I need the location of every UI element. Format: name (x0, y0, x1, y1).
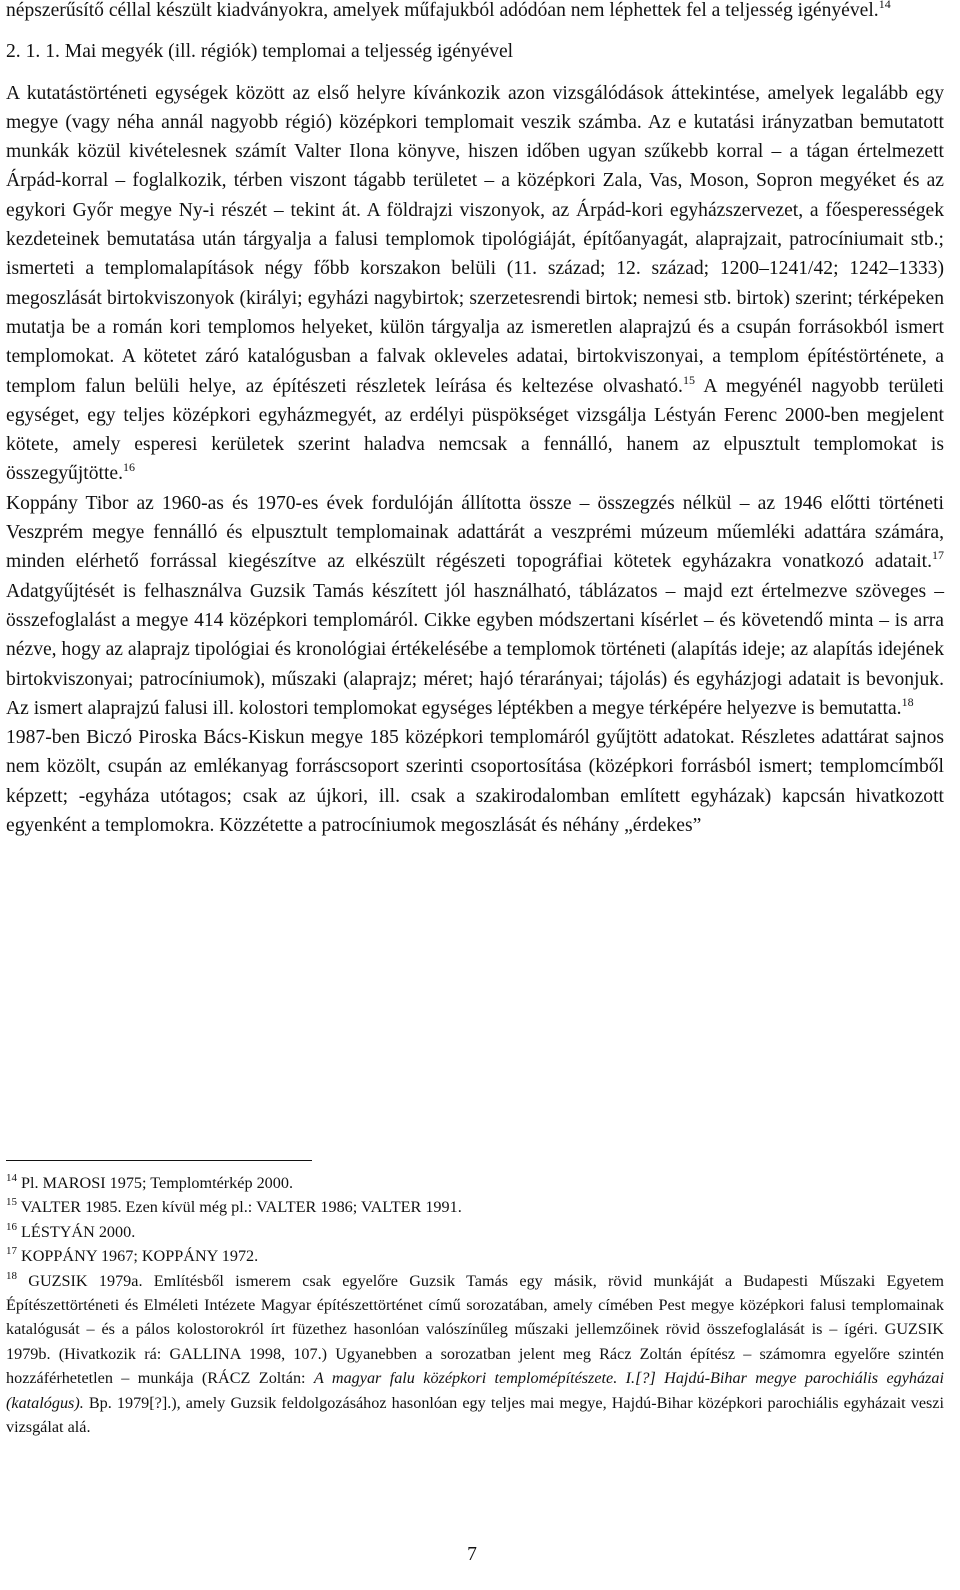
footnote-text: VALTER 1985. Ezen kívül még pl.: VALTER 1986; VALTER 1991. (17, 1198, 462, 1217)
footnote-number: 17 (6, 1245, 17, 1258)
paragraph-text: Adatgyűjtését is felhasználva Guzsik Tamás készített jól használható, táblázatos – majd ezt értelmezve szöveges – összefoglalást a megye 414 középkori templomáról. Cikke egyben módszertani kísérlet – és követendő minta – is arra nézve, hogy az alaprajz tipológiai és kronológiai értékelésébe a templomok történeti (alapítás ideje; az alapítás idejének birtokviszonyai; patrocíniumok), műszaki (alaprajz; méret; hajó térarányai; tájolás) és egyházjogi adatait is bevonjuk. Az ismert alaprajzú falusi ill. kolostori templomokat egységes léptékben a megye térképére helyezve is bemutatta. (6, 580, 944, 719)
paragraph-text: A kutatástörténeti egységek között az első helyre kívánkozik azon vizsgálódások áttekintése, amelyek legalább egy megye (vagy néha annál nagyobb régió) középkori templomait veszik számba. Az e kutatási irányzatban bemutatott munkák közül kivételesnek számít Valter Ilona könyve, hiszen időben ugyan szűkebb korral – a tágan értelmezett Árpád-korral – foglalkozik, térben viszont tágabb területet – a középkori Zala, Vas, Moson, Sopron megyéket és az egykori Győr megye Ny-i részét – tekint át. A földrajzi viszonyok, az Árpád-kori egyházszervezet, a főesperességek kezdeteinek bemutatása után tárgyalja a falusi templomok tipológiáját, építőanyagát, alaprajzait, patrocíniumait stb.; ismerteti a templomalapítások négy főbb korszakon belüli (11. század; 12. század; 1200–1241/42; 1242–1333) megoszlását birtokviszonyok (királyi; egyházi nagybirtok; szerzetesrendi birtok; nemesi stb. birtok) szerint; térképeken mutatja be a román kori templomos helyeket, külön tárgyalja az ismeretlen alaprajzú és a csupán forrásokból ismert templomokat. A kötetet záró katalógusban a falvak okleveles adatai, birtokviszonyai, a templom építéstörténete, a templom falun belüli helye, az építészeti részletek leírása és keltezése olvasható. (6, 82, 944, 397)
paragraph-text: népszerűsítő céllal készült kiadványokra, amelyek műfajukból adódóan nem léphettek fel a teljesség igényével. (6, 0, 879, 21)
footnote-ref-15[interactable]: 15 (682, 372, 695, 387)
footnote-number: 16 (6, 1220, 17, 1233)
footnote-15 (6, 1195, 944, 1219)
footnote-text: GUZSIK 1979a. Említésből ismerem csak egyelőre Guzsik Tamás egy másik, rövid munkáját a Budapesti Műszaki Egyetem Építészettörténeti és Elméleti Intézete Magyar építészettörténet című sorozatában, amely címében Pest megye középkori falusi templomainak katalógusát – és a pálos kolostorokról írt füzethez hasonlóan valószínűleg műszaki jellemzőinek rövid összefoglalását is – ígéri. GUZSIK 1979b. (Hivatkozik rá: GALLINA 1998, 107.) Ugyanebben a sorozatban jelent meg Rácz Zoltán építész – számomra egyelőre szintén hozzáférhetetlen – munkája (RÁCZ Zoltán: (6, 1271, 944, 1388)
footnote-number: 18 (6, 1269, 17, 1282)
footnote-16 (6, 1220, 944, 1244)
footnote-italic-title: A magyar falu középkori templomépítészete. I.[?] Hajdú-Bihar megye parochiális egyházai (katalógus). (6, 1369, 944, 1412)
footnote-separator (6, 1160, 312, 1161)
paragraph-koppany (6, 489, 944, 723)
paragraph-text: A megyénél nagyobb területi egységet, egy teljes középkori egyházmegyét, az erdélyi püspökséget vizsgálja Léstyán Ferenc 2000-ben megjelent kötete, amely esperesi kerületek szerint haladva nemcsak a fennálló, hanem az elpusztult templomokat is összegyűjtötte. (6, 375, 944, 485)
body-text (6, 0, 944, 840)
footnote-ref-17[interactable]: 17 (932, 548, 944, 563)
spacer (6, 25, 944, 37)
spacer (6, 67, 944, 79)
footnotes (6, 1171, 944, 1439)
footnote-18 (6, 1269, 944, 1440)
footnote-ref-16[interactable]: 16 (123, 460, 135, 475)
footnote-ref-14[interactable]: 14 (878, 0, 891, 11)
paragraph-walter (6, 79, 944, 489)
footnote-14 (6, 1171, 944, 1195)
page-number: 7 (467, 1544, 477, 1565)
paragraph-continuation (6, 0, 944, 25)
footnote-17 (6, 1244, 944, 1268)
footnote-number: 15 (6, 1196, 17, 1209)
footnote-text: LÉSTYÁN 2000. (17, 1222, 136, 1241)
footnote-text: Bp. 1979[?].), amely Guzsik feldolgozásához hasonlóan egy teljes mai megye, Hajdú-Bihar középkori parochiális egyházait veszi vizsgálat alá. (6, 1393, 944, 1437)
footnote-text: Pl. MAROSI 1975; Templomtérkép 2000. (17, 1174, 294, 1192)
footnote-number: 14 (6, 1172, 17, 1184)
footnote-text: KOPPÁNY 1967; KOPPÁNY 1972. (17, 1247, 259, 1266)
paragraph-text: Koppány Tibor az 1960-as és 1970-es évek fordulóján állította össze – összegzés nélkül – az 1946 előtti történeti Veszprém megye fennálló és elpusztult templomainak adattárát a veszprémi múzeum műemléki adattára számára, minden elérhető forrással kiegészítve az elkészült régészeti topográfiai kötetek egyházakra vonatkozó adatait. (6, 492, 944, 573)
section-heading: 2. 1. 1. Mai megyék (ill. régiók) templomai a teljesség igényével (6, 41, 514, 63)
paragraph-biczo: 1987-ben Biczó Piroska Bács-Kiskun megye 185 középkori templomáról gyűjtött adatokat. Részletes adattárat sajnos nem közölt, csupán az emlékanyag forráscsoport szerinti csoportosítása (középkori forrásból ismert; templomcímből képzett; -egyháza utótagos; csak az újkori, ill. csak a szakirodalomban említett egyházak) kapcsán hivatkozott egyenként a templomokra. Közzétette a patrocíniumok megoszlását és néhány „érdekes” (6, 727, 944, 837)
footnote-ref-18[interactable]: 18 (901, 694, 914, 709)
